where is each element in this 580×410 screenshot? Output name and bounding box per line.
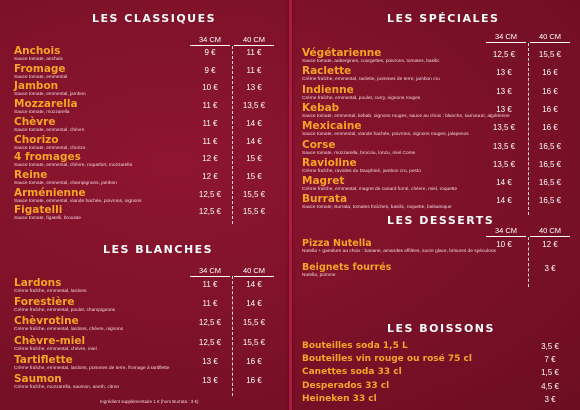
price-small: 14 €	[496, 178, 512, 188]
item-description: Sauce tomate, mozzarella	[14, 110, 70, 116]
item-description: Crème fraîche, emmental, lardons, chèvre, oignons	[14, 327, 124, 333]
price-small: 12,5 €	[198, 207, 222, 217]
menu-item	[14, 355, 169, 371]
price-column-separator	[232, 276, 233, 396]
size-small-label: 34 CM	[486, 226, 526, 237]
item-name: Raclette	[302, 65, 352, 78]
price-large: 15,5 €	[242, 318, 266, 328]
price-large: 3 €	[544, 264, 556, 273]
item-description: Sauce tomate, Burrata, tomates fraîches, basilic, roquette, balsamique	[302, 205, 452, 211]
price-small: 9 €	[204, 65, 216, 75]
beverage-price: 3,5 €	[541, 342, 559, 351]
size-header-desserts	[486, 226, 570, 237]
price-large: 16 €	[246, 376, 262, 385]
item-name: Ravioline	[302, 156, 357, 169]
item-name: 4 fromages	[14, 151, 81, 164]
size-header-speciales	[486, 32, 570, 43]
item-description: Sauce tomate, emmental, kebab, oignons rouges, sauce au choix : blanche, samouraï, algérienne	[302, 113, 510, 119]
menu-item	[302, 238, 496, 254]
beverage-name: Desperados 33 cl	[302, 380, 390, 391]
left-column	[0, 0, 289, 410]
item-name: Pizza Nutella	[302, 238, 372, 249]
item-description: Sauce tomate, emmental	[14, 74, 68, 80]
item-name: Figatelli	[14, 204, 63, 217]
price-large: 16 €	[542, 86, 558, 96]
item-description: Crème fraîche, emmental, chèvre, miel	[14, 346, 97, 352]
price-large: 14 €	[246, 136, 262, 146]
price-large: 16,5 €	[538, 141, 562, 151]
price-large: 11 €	[246, 65, 262, 75]
item-name: Reine	[14, 168, 48, 181]
price-small: 13,5 €	[492, 123, 516, 133]
menu-item	[14, 278, 87, 294]
item-description: Crème fraîche, ravioles du Dauphiné, jambon cru, pesto	[302, 168, 421, 174]
price-large: 15 €	[246, 154, 262, 164]
price-small: 9 €	[204, 48, 216, 57]
price-small: 12,5 €	[198, 337, 222, 347]
price-large: 16,5 €	[538, 178, 562, 188]
menu-item	[14, 81, 86, 97]
item-name: Corse	[302, 138, 336, 151]
right-column	[292, 0, 580, 410]
item-name: Mexicaine	[302, 120, 362, 133]
size-small-label: 34 CM	[190, 35, 230, 46]
item-name: Jambon	[14, 80, 59, 93]
price-small: 13,5 €	[492, 159, 516, 169]
beverage-price: 7 €	[544, 355, 556, 365]
menu-item	[302, 66, 440, 82]
menu-item	[302, 48, 440, 64]
price-large: 16 €	[542, 68, 558, 78]
beverage-name: Canettes soda 33 cl	[302, 367, 402, 378]
price-column-separator	[232, 46, 233, 224]
price-small: 12 €	[202, 171, 218, 181]
item-description: Sauce tomate, emmental, chèvre, roquefort, mozzarella	[14, 163, 133, 169]
price-small: 14 €	[496, 196, 512, 206]
size-large-label: 40 CM	[234, 266, 274, 277]
item-description: Sauce tomate, emmental, viande hachée, poivrons, oignons rouges, jalapenos	[302, 132, 469, 138]
item-description: Crème fraîche, emmental, lardons	[14, 289, 87, 294]
price-small: 13,5 €	[492, 141, 516, 151]
price-small: 13 €	[202, 356, 218, 366]
price-large: 15,5 €	[242, 337, 266, 347]
item-description: Nutella + garniture au choix : banane, amandes effilées, sucre glace, brisures de spéculoos	[302, 249, 496, 254]
item-name: Arménienne	[14, 186, 86, 199]
section-title-speciales: LES SPÉCIALES	[387, 12, 500, 25]
price-large: 11 €	[246, 48, 262, 57]
menu-item	[302, 194, 452, 210]
price-small: 13 €	[496, 68, 512, 78]
item-name: Chèvre-miel	[14, 334, 86, 347]
item-description: Sauce tomate, anchois	[14, 57, 63, 62]
item-name: Kebab	[302, 101, 340, 114]
item-description: Sauce tomate, emmental, viande hachée, poivrons, oignons	[14, 198, 142, 204]
menu-item	[14, 205, 81, 221]
section-title-desserts: LES DESSERTS	[387, 214, 495, 227]
price-large: 12 €	[542, 240, 558, 249]
size-header-classiques	[190, 35, 274, 46]
price-small: 11 €	[202, 101, 218, 111]
menu-item	[14, 152, 132, 168]
price-large: 13,5 €	[242, 101, 266, 111]
item-description: Sauce tomate, aubergines, courgettes, poivrons, tomates, basilic	[302, 59, 440, 64]
section-title-blanches: LES BLANCHES	[103, 243, 214, 256]
menu-item	[302, 158, 421, 174]
footnote: Ingrédient supplémentaire 1 € (hors Burrata : 3 €)	[100, 399, 199, 404]
size-large-label: 40 CM	[530, 226, 570, 237]
price-small: 12,5 €	[492, 50, 516, 59]
beverage-name: Bouteilles soda 1,5 L	[302, 341, 408, 351]
item-description: Crème fraîche, emmental, raclette, pommes de terre, jambon cru	[302, 77, 440, 83]
price-large: 15,5 €	[242, 189, 266, 199]
price-large: 15 €	[246, 171, 262, 181]
price-large: 16,5 €	[538, 196, 562, 206]
item-description: Crème fraîche, mozzarella, saumon, aneth, citron	[14, 385, 120, 390]
item-description: Sauce tomate, emmental, jambon	[14, 92, 86, 98]
beverage-name: Heineken 33 cl	[302, 393, 377, 404]
menu-item	[302, 103, 510, 119]
price-large: 14 €	[246, 280, 262, 289]
item-description: Sauce tomate, mozzarella, brocciu, lonzu, miel Corse	[302, 150, 416, 156]
price-large: 14 €	[246, 299, 262, 309]
price-large: 14 €	[246, 118, 262, 128]
price-large: 16 €	[246, 356, 262, 366]
item-name: Indienne	[302, 83, 354, 96]
price-small: 11 €	[202, 280, 218, 289]
item-name: Saumon	[14, 373, 62, 385]
item-name: Chèvrotine	[14, 315, 79, 328]
menu-item	[14, 297, 115, 313]
item-description: Crème fraîche, emmental, poulet, curry, oignons rouges	[302, 95, 421, 101]
menu-item	[14, 336, 97, 352]
item-description: Crème fraîche, emmental, poulet, champignons	[14, 308, 116, 314]
size-small-label: 34 CM	[486, 32, 526, 43]
price-column-separator	[528, 43, 529, 215]
menu-item	[302, 262, 391, 278]
price-large: 15,5 €	[538, 50, 562, 59]
item-description: Sauce tomate, emmental, chorizo	[14, 145, 86, 151]
price-small: 11 €	[202, 299, 218, 309]
price-large: 15,5 €	[242, 207, 266, 217]
price-small: 10 €	[202, 83, 218, 93]
menu-item	[302, 140, 415, 156]
price-small: 10 €	[496, 240, 512, 249]
item-name: Forestière	[14, 296, 75, 309]
price-small: 12,5 €	[198, 189, 222, 199]
beverage-price: 3 €	[544, 394, 556, 404]
price-large: 16 €	[542, 123, 558, 133]
menu-item	[14, 46, 63, 62]
size-large-label: 40 CM	[530, 32, 570, 43]
menu-item	[14, 135, 85, 151]
item-description: Sauce tomate, figatelli, brousse	[14, 216, 81, 222]
menu-item	[14, 99, 78, 115]
item-name: Chorizo	[14, 133, 59, 146]
section-title-boissons: LES BOISSONS	[387, 322, 495, 335]
price-small: 13 €	[496, 104, 512, 114]
price-small: 13 €	[496, 86, 512, 96]
menu-item	[14, 64, 67, 80]
menu-item	[302, 121, 469, 137]
price-column-separator	[528, 237, 529, 287]
item-description: Nutella, pomme	[302, 273, 336, 278]
menu-item	[14, 170, 117, 186]
price-large: 16 €	[542, 104, 558, 114]
price-small: 12 €	[202, 154, 218, 164]
price-small: 11 €	[202, 136, 218, 146]
item-name: Mozzarella	[14, 98, 78, 111]
price-small: 11 €	[202, 118, 218, 128]
item-description: Crème fraîche, emmental, magret de canard fumé, chèvre, miel, roquette	[302, 187, 458, 193]
menu-item	[14, 188, 141, 204]
menu-item	[302, 85, 420, 101]
item-name: Lardons	[14, 277, 62, 289]
item-name: Anchois	[14, 45, 61, 57]
section-title-classiques: LES CLASSIQUES	[92, 12, 217, 25]
item-name: Tartiflette	[14, 353, 73, 366]
beverage-name: Bouteilles vin rouge ou rosé 75 cl	[302, 354, 472, 365]
price-large: 13 €	[246, 83, 262, 93]
price-large: 16,5 €	[538, 159, 562, 169]
beverage-price: 4,5 €	[541, 381, 559, 391]
item-description: Crème fraîche, emmental, lardons, pommes de terre, fromage à tartiflette	[14, 365, 170, 371]
menu-item	[14, 117, 84, 133]
item-name: Fromage	[14, 62, 66, 75]
beverage-price: 1,5 €	[541, 368, 559, 378]
menu-item	[14, 374, 119, 390]
price-small: 12,5 €	[198, 318, 222, 328]
menu-item	[302, 176, 457, 192]
size-small-label: 34 CM	[190, 266, 230, 277]
item-name: Burrata	[302, 193, 348, 206]
size-large-label: 40 CM	[234, 35, 274, 46]
item-name: Chèvre	[14, 115, 56, 128]
item-name: Magret	[302, 175, 345, 188]
price-small: 13 €	[202, 376, 218, 385]
item-name: Beignets fourrés	[302, 262, 392, 273]
item-name: Végétarienne	[302, 47, 382, 59]
menu-item	[14, 316, 123, 332]
item-description: Sauce tomate, emmental, champignons, jambon	[14, 180, 117, 186]
item-description: Sauce tomate, emmental, chèvre	[14, 127, 85, 133]
